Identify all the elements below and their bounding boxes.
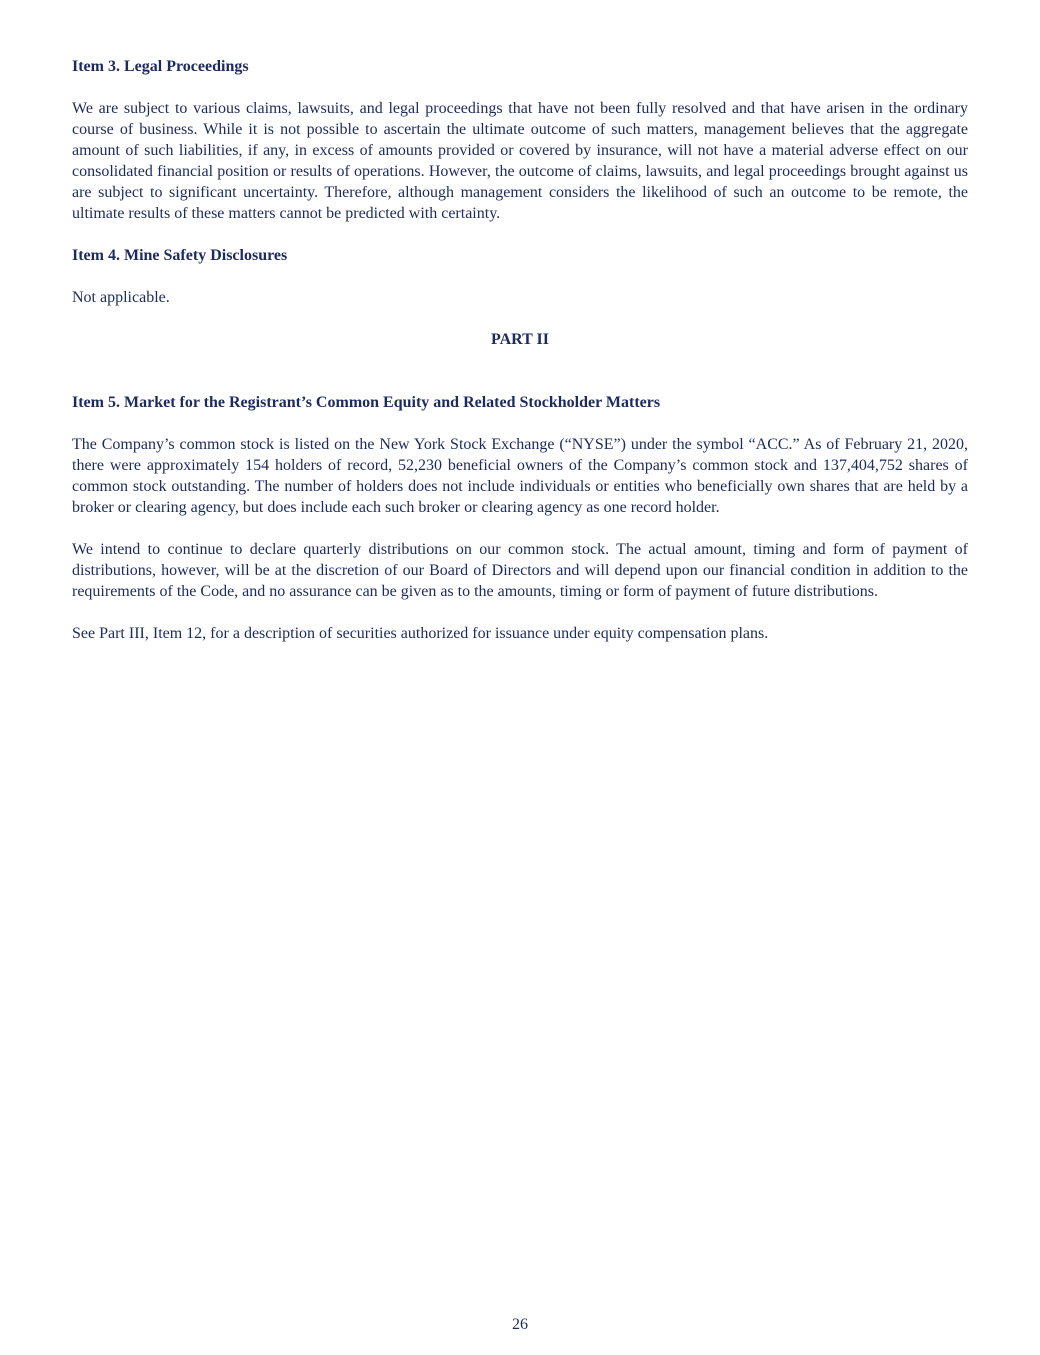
document-page (72, 56, 968, 665)
item5-paragraph-distributions: We intend to continue to declare quarterly distributions on our common stock. The actual amount, timing and form of payment of distributions, however, will be at the discretion of our Board of Directors and will depend upon our financial condition in addition to the requirements of the Code, and no assurance can be given as to the amounts, timing or form of payment of future distributions. (72, 541, 968, 600)
item5-heading: Item 5. Market for the Registrant’s Common Equity and Related Stockholder Matters (72, 394, 661, 411)
item4-heading: Item 4. Mine Safety Disclosures (72, 247, 288, 264)
item5-paragraph-equity-plans: See Part III, Item 12, for a description of securities authorized for issuance under equity compensation plans. (72, 625, 769, 642)
part-ii-title: PART II (491, 331, 549, 348)
item3-body: We are subject to various claims, lawsuits, and legal proceedings that have not been fully resolved and that have arisen in the ordinary course of business. While it is not possible to ascertain the ultimate outcome of such matters, management believes that the aggregate amount of such liabilities, if any, in excess of amounts provided or covered by insurance, will not have a material adverse effect on our consolidated financial position or results of operations. However, the outcome of claims, lawsuits, and legal proceedings brought against us are subject to significant uncertainty. Therefore, although management considers the likelihood of such an outcome to be remote, the ultimate results of these matters cannot be predicted with certainty. (72, 100, 968, 222)
item5-paragraph-stock-listing: The Company’s common stock is listed on the New York Stock Exchange (“NYSE”) under the symbol “ACC.” As of February 21, 2020, there were approximately 154 holders of record, 52,230 beneficial owners of the Company’s common stock and 137,404,752 shares of common stock outstanding. The number of holders does not include individuals or entities who beneficially own shares that are held by a broker or clearing agency, but does include each such broker or clearing agency as one record holder. (72, 436, 968, 516)
page-number: 26 (512, 1316, 528, 1333)
item4-body: Not applicable. (72, 289, 170, 306)
item3-heading: Item 3. Legal Proceedings (72, 58, 249, 75)
